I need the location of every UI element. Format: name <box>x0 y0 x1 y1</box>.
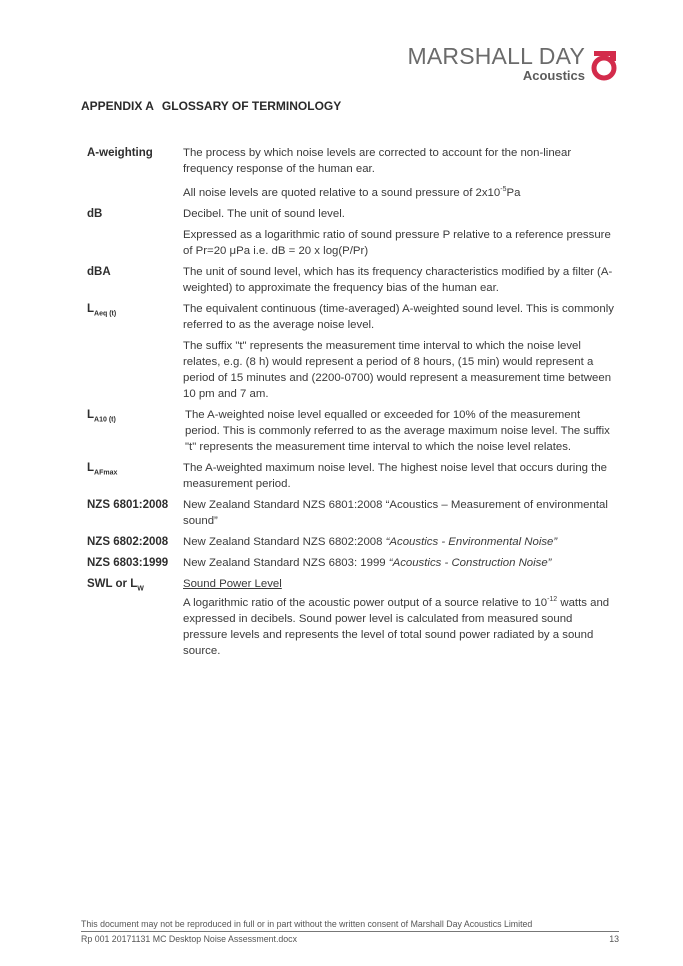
glossary-term: NZS 6803:1999 <box>87 556 169 569</box>
glossary-entry-swl <box>87 576 617 664</box>
footer-row <box>81 933 619 945</box>
logo-mark-icon <box>590 47 620 81</box>
glossary-term: NZS 6801:2008 <box>87 498 169 511</box>
glossary-definition: The A-weighted noise level equalled or exceeded for 10% of the measurement period. This is commonly referred to as the average maximum noise level. The suffix "t" represents the measurement time interval to which the noise level relates. <box>185 408 610 453</box>
glossary-term: $L_{AFmax}$ <box>87 461 118 477</box>
page-footer <box>81 918 619 945</box>
glossary-definition: New Zealand Standard NZS 6802:2008 “Acoustics - Environmental Noise” <box>183 535 558 548</box>
glossary-definition-heading: Sound Power Level <box>183 577 282 590</box>
company-logo <box>407 44 620 82</box>
glossary-entry-db <box>87 206 617 264</box>
glossary-entry-nzs-6802 <box>87 534 617 555</box>
logo-brand-sub: Acoustics <box>522 68 585 83</box>
footer-notice: This document may not be reproduced in full or in part without the written consent of Marshall Day Acoustics Limited <box>81 919 533 929</box>
glossary-term: $L_{Aeq (t)}$ <box>87 302 117 318</box>
glossary-definition: The unit of sound level, which has its frequency characteristics modified by a filter (A-weighted) to approximate the frequency bias of the human ear. <box>183 265 613 294</box>
glossary-definition: Decibel. The unit of sound level. <box>183 207 345 220</box>
glossary-term: A-weighting <box>87 147 153 159</box>
glossary-definition: New Zealand Standard NZS 6803: 1999 “Acoustics - Construction Noise” <box>183 556 552 569</box>
glossary-term: $L_{A10 (t)}$ <box>87 408 116 424</box>
glossary-entry-la10 <box>87 407 617 460</box>
logo-brand-name: MARSHALL DAY <box>407 43 585 69</box>
glossary-entry-a-weighting <box>87 145 617 206</box>
glossary-definition: New Zealand Standard NZS 6801:2008 “Acoustics – Measurement of environmental sound” <box>183 498 608 527</box>
glossary-definition: The equivalent continuous (time-averaged) A-weighted sound level. This is commonly referred to as the average noise level. <box>183 302 614 331</box>
appendix-title: GLOSSARY OF TERMINOLOGY <box>161 99 342 113</box>
glossary-definition: The suffix "t" represents the measurement time interval to which the noise level relates, e.g. (8 h) would represent a period of 8 hours, (15 min) would represent a period of 15 minutes and (2200-0700) would represent a measurement time between 10 pm and 7 am. <box>183 339 612 400</box>
glossary-list <box>87 145 617 664</box>
glossary-definition: A logarithmic ratio of the acoustic power output of a source relative to $10^{-12}$ watts and expressed in decibels. Sound power level is calculated from measured sound pressure levels and represents the level of total sound power radiated by a sound source. <box>183 595 610 657</box>
glossary-term: NZS 6802:2008 <box>87 535 169 548</box>
glossary-term: dBA <box>87 265 111 278</box>
glossary-entry-nzs-6801 <box>87 497 617 534</box>
glossary-definition: The A-weighted maximum noise level. The highest noise level that occurs during the measurement period. <box>183 461 608 490</box>
glossary-entry-nzs-6803 <box>87 555 617 576</box>
appendix-label: APPENDIX A <box>81 99 154 113</box>
footer-page-number: 13 <box>609 934 619 944</box>
glossary-entry-dba <box>87 264 617 301</box>
glossary-term: SWL or $L_W$ <box>87 577 144 593</box>
glossary-definition: The process by which noise levels are corrected to account for the non-linear frequency response of the human ear. <box>183 147 572 175</box>
glossary-entry-laeq <box>87 301 617 407</box>
glossary-definition: All noise levels are quoted relative to a sound pressure of $2x10^{-5}Pa$ <box>183 186 521 199</box>
appendix-heading <box>81 99 341 113</box>
footer-divider <box>81 931 619 932</box>
glossary-term: dB <box>87 207 103 220</box>
glossary-entry-lafmax <box>87 460 617 497</box>
logo-text <box>407 44 585 82</box>
footer-doc-ref: Rp 001 20171131 MC Desktop Noise Assessment.docx <box>81 934 297 944</box>
glossary-definition: Expressed as a logarithmic ratio of sound pressure P relative to a reference pressure of Pr=20 μPa i.e. dB = 20 x log(P/Pr) <box>183 228 611 257</box>
